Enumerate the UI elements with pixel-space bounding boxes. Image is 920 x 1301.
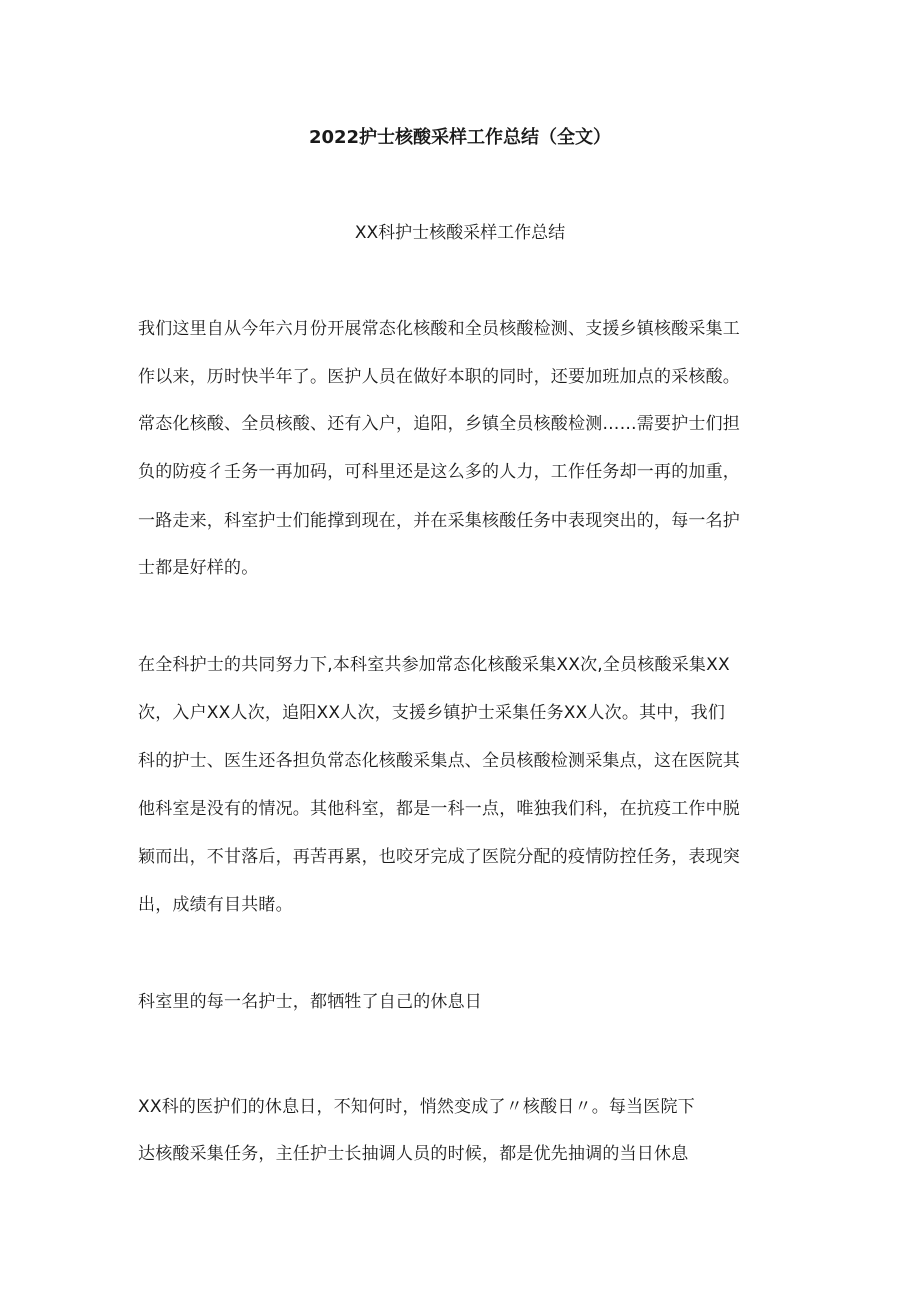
paragraph-line: 次，入户XX人次，追阳XX人次，支援乡镇护士采集任务XX人次。其中，我们 <box>138 703 726 723</box>
paragraph-line: 常态化核酸、全员核酸、还有入户，追阳，乡镇全员核酸检测……需要护士们担 <box>138 414 740 434</box>
paragraph-line: XX科的医护们的休息日，不知何时，悄然变成了〃核酸日〃。每当医院下 <box>138 1097 695 1117</box>
paragraph-line: 达核酸采集任务，主任护士长抽调人员的时候，都是优先抽调的当日休息 <box>138 1144 689 1164</box>
paragraph-line: 一路走来，科室护士们能撑到现在，并在采集核酸任务中表现突出的，每一名护 <box>138 511 740 531</box>
document-title: 2022护士核酸采样工作总结（全文） <box>308 127 612 148</box>
paragraph-line: 他科室是没有的情况。其他科室，都是一科一点，唯独我们科，在抗疫工作中脱 <box>138 799 740 819</box>
paragraph-line: 在全科护士的共同努力下,本科室共参加常态化核酸采集XX次,全员核酸采集XX <box>138 655 730 675</box>
paragraph-line: 负的防疫彳壬务一再加码，可科里还是这么多的人力，工作任务却一再的加重， <box>138 462 740 482</box>
paragraph-line: 士都是好样的。 <box>138 558 259 578</box>
paragraph-line: 出，成绩有目共睹。 <box>138 895 293 915</box>
paragraph-line: 颖而出，不甘落后，再苦再累，也咬牙完成了医院分配的疫情防控任务，表现突 <box>138 847 740 867</box>
paragraph-line: 我们这里自从今年六月份开展常态化核酸和全员核酸检测、支援乡镇核酸采集工 <box>138 319 740 339</box>
paragraph-line: 作以来，历时快半年了。医护人员在做好本职的同时，还要加班加点的采核酸。 <box>138 367 740 387</box>
section-heading: 科室里的每一名护士，都牺牲了自己的休息日 <box>138 992 482 1012</box>
document-subtitle: XX科护士核酸采样工作总结 <box>354 223 566 243</box>
paragraph-line: 科的护士、医生还各担负常态化核酸采集点、全员核酸检测采集点，这在医院其 <box>138 751 740 771</box>
